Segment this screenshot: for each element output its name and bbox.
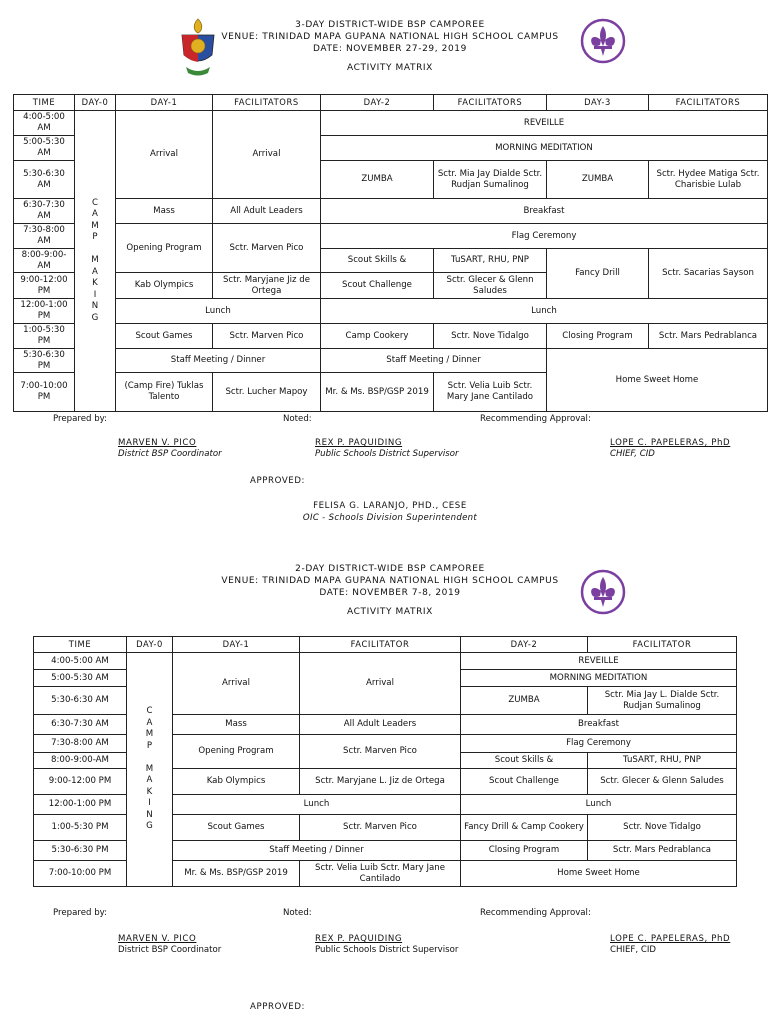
activity-cell: Staff Meeting / Dinner [173, 841, 461, 861]
activity-cell: Staff Meeting / Dinner [116, 349, 321, 373]
header-day1: DAY-1 [173, 637, 300, 653]
facilitator-cell: TuSART, RHU, PNP [434, 249, 547, 273]
facilitator-cell: Sctr. Nove Tidalgo [588, 815, 737, 841]
facilitator-cell: TuSART, RHU, PNP [588, 753, 737, 769]
activity-cell: Mr. & Ms. BSP/GSP 2019 [173, 861, 300, 887]
header-day0: DAY-0 [127, 637, 173, 653]
time-cell: 1:00-5:30 PM [34, 815, 127, 841]
facilitator-cell: All Adult Leaders [300, 715, 461, 735]
time-cell: 8:00-9:00- AM [14, 249, 75, 273]
activity-cell: Lunch [116, 299, 321, 324]
activity-cell: Kab Olympics [173, 769, 300, 795]
facilitator-cell: Sctr. Mia Jay L. Dialde Sctr. Rudjan Sumalinog [588, 687, 737, 715]
facilitator-cell: Sctr. Hydee Matiga Sctr. Charisbie Lulab [649, 161, 768, 199]
table-row [14, 324, 768, 349]
header-facilitators: FACILITATORS [434, 95, 547, 111]
facilitator-cell: Sctr. Mars Pedrablanca [588, 841, 737, 861]
header-facilitators: FACILITATORS [649, 95, 768, 111]
header-facilitator: FACILITATOR [300, 637, 461, 653]
time-cell: 5:30-6:30 PM [34, 841, 127, 861]
activity-cell: REVEILLE [461, 653, 737, 670]
time-cell: 5:00-5:30 AM [34, 670, 127, 687]
table-row [14, 299, 768, 324]
time-cell: 6:30-7:30 AM [34, 715, 127, 735]
doc1-header [150, 19, 630, 74]
header-facilitator: FACILITATOR [588, 637, 737, 653]
signatory-name: REX P. PAQUIDING [315, 438, 403, 448]
signatory-chief [610, 934, 730, 956]
facilitator-cell: Sctr. Sacarias Sayson [649, 249, 768, 299]
activity-cell: Fancy Drill & Camp Cookery [461, 815, 588, 841]
time-cell: 5:30-6:30 AM [34, 687, 127, 715]
activity-cell: MORNING MEDITATION [321, 136, 768, 161]
facilitator-cell: Sctr. Glecer & Glenn Saludes [434, 273, 547, 299]
doc2-venue: VENUE: TRINIDAD MAPA GUPANA NATIONAL HIGH SCHOOL CAMPUS [221, 576, 559, 586]
time-cell: 4:00-5:00 AM [14, 111, 75, 136]
header-time: TIME [14, 95, 75, 111]
signatory-position: Public Schools District Supervisor [315, 945, 459, 955]
activity-cell: Lunch [173, 795, 461, 815]
doc2-activity-table [33, 636, 737, 887]
doc2-title: 2-DAY DISTRICT-WIDE BSP CAMPOREE [295, 564, 485, 574]
facilitator-cell: Sctr. Velia Luib Sctr. Mary Jane Cantilado [434, 373, 547, 412]
header-day1: DAY-1 [116, 95, 213, 111]
time-cell: 7:30-8:00 AM [34, 735, 127, 753]
activity-cell: ZUMBA [461, 687, 588, 715]
doc2-matrix-title: ACTIVITY MATRIX [347, 607, 433, 617]
activity-cell: Scout Skills & [461, 753, 588, 769]
time-cell: 9:00-12:00 PM [14, 273, 75, 299]
facilitator-cell: Sctr. Marven Pico [300, 735, 461, 769]
activity-cell: Scout Challenge [461, 769, 588, 795]
recommending-label: Recommending Approval: [480, 414, 591, 424]
camp-making-cell: C A M P M A K I N G [127, 653, 173, 887]
activity-cell: Flag Ceremony [461, 735, 737, 753]
activity-cell: Mass [116, 199, 213, 224]
facilitator-cell: Sctr. Mia Jay Dialde Sctr. Rudjan Sumalinog [434, 161, 547, 199]
signatory-name: MARVEN V. PICO [118, 934, 197, 944]
time-cell: 9:00-12:00 PM [34, 769, 127, 795]
activity-cell: Staff Meeting / Dinner [321, 349, 547, 373]
facilitator-cell: Arrival [213, 111, 321, 199]
header-facilitators: FACILITATORS [213, 95, 321, 111]
facilitator-cell: Sctr. Marven Pico [213, 224, 321, 273]
table-row [14, 349, 768, 373]
time-cell: 5:00-5:30 AM [14, 136, 75, 161]
activity-cell: Breakfast [321, 199, 768, 224]
activity-cell: Lunch [321, 299, 768, 324]
facilitator-cell: Sctr. Marven Pico [300, 815, 461, 841]
activity-cell: Camp Cookery [321, 324, 434, 349]
recommending-label: Recommending Approval: [480, 908, 591, 918]
facilitator-cell: Sctr. Nove Tidalgo [434, 324, 547, 349]
doc1-title: 3-DAY DISTRICT-WIDE BSP CAMPOREE [295, 20, 485, 30]
activity-cell: Lunch [461, 795, 737, 815]
activity-cell: Mr. & Ms. BSP/GSP 2019 [321, 373, 434, 412]
table-row [14, 224, 768, 249]
activity-cell: Opening Program [173, 735, 300, 769]
facilitator-cell: Sctr. Maryjane Jiz de Ortega [213, 273, 321, 299]
activity-cell: Closing Program [461, 841, 588, 861]
signatory-position: District BSP Coordinator [118, 449, 222, 459]
table-row [34, 653, 737, 670]
doc1-date: DATE: NOVEMBER 27-29, 2019 [313, 44, 467, 54]
header-day3: DAY-3 [547, 95, 649, 111]
doc2-header [150, 563, 630, 618]
facilitator-cell: All Adult Leaders [213, 199, 321, 224]
signatory-coordinator [118, 934, 221, 956]
noted-label: Noted: [283, 908, 312, 918]
doc2-date: DATE: NOVEMBER 7-8, 2019 [319, 588, 461, 598]
time-cell: 12:00-1:00 PM [34, 795, 127, 815]
activity-cell: Closing Program [547, 324, 649, 349]
signatory-name: MARVEN V. PICO [118, 438, 197, 448]
signatory-coordinator [118, 438, 222, 460]
activity-cell: Arrival [173, 653, 300, 715]
time-cell: 7:30-8:00 AM [14, 224, 75, 249]
activity-cell: Scout Games [173, 815, 300, 841]
signatory-chief [610, 438, 730, 460]
approver-name: FELISA G. LARANJO, PHD., CESE [313, 501, 467, 511]
signatory-position: CHIEF, CID [610, 945, 656, 955]
signatory-position: CHIEF, CID [610, 449, 655, 459]
activity-cell: ZUMBA [547, 161, 649, 199]
signatory-name: LOPE C. PAPELERAS, PhD [610, 438, 731, 448]
facilitator-cell: Sctr. Maryjane L. Jiz de Ortega [300, 769, 461, 795]
time-cell: 12:00-1:00 PM [14, 299, 75, 324]
approver-position: OIC - Schools Division Superintendent [302, 513, 478, 523]
activity-cell: Mass [173, 715, 300, 735]
prepared-by-label: Prepared by: [53, 908, 108, 918]
activity-cell: Opening Program [116, 224, 213, 273]
table-header-row [14, 95, 768, 111]
header-day2: DAY-2 [321, 95, 434, 111]
facilitator-cell: Sctr. Velia Luib Sctr. Mary Jane Cantilado [300, 861, 461, 887]
camp-making-cell: C A M P M A K I N G [75, 111, 116, 412]
activity-cell: Scout Skills & [321, 249, 434, 273]
time-cell: 6:30-7:30 AM [14, 199, 75, 224]
time-cell: 8:00-9:00-AM [34, 753, 127, 769]
doc1-matrix-title: ACTIVITY MATRIX [347, 63, 433, 73]
signatory-position: District BSP Coordinator [118, 945, 222, 955]
activity-cell: ZUMBA [321, 161, 434, 199]
signatory-position: Public Schools District Supervisor [315, 449, 459, 459]
table-row [14, 111, 768, 136]
activity-cell: Flag Ceremony [321, 224, 768, 249]
doc1-venue: VENUE: TRINIDAD MAPA GUPANA NATIONAL HIGH SCHOOL CAMPUS [221, 32, 559, 42]
signatory-name: REX P. PAQUIDING [315, 934, 403, 944]
header-day0: DAY-0 [75, 95, 116, 111]
time-cell: 5:30-6:30 AM [14, 161, 75, 199]
facilitator-cell: Arrival [300, 653, 461, 715]
doc1-activity-table [13, 94, 768, 412]
time-cell: 4:00-5:00 AM [34, 653, 127, 670]
header-day2: DAY-2 [461, 637, 588, 653]
activity-cell: Scout Challenge [321, 273, 434, 299]
signatory-supervisor [315, 438, 459, 460]
activity-cell: Kab Olympics [116, 273, 213, 299]
table-row [14, 199, 768, 224]
signatory-name: LOPE C. PAPELERAS, PhD [610, 934, 731, 944]
time-cell: 7:00-10:00 PM [34, 861, 127, 887]
table-header-row [34, 637, 737, 653]
approved-label: APPROVED: [250, 1002, 306, 1012]
time-cell: 5:30-6:30 PM [14, 349, 75, 373]
activity-cell: REVEILLE [321, 111, 768, 136]
approved-label: APPROVED: [250, 476, 306, 486]
noted-label: Noted: [283, 414, 312, 424]
facilitator-cell: Sctr. Glecer & Glenn Saludes [588, 769, 737, 795]
time-cell: 7:00-10:00 PM [14, 373, 75, 412]
facilitator-cell: Sctr. Marven Pico [213, 324, 321, 349]
activity-cell: Fancy Drill [547, 249, 649, 299]
facilitator-cell: Sctr. Lucher Mapoy [213, 373, 321, 412]
activity-cell: (Camp Fire) Tuklas Talento [116, 373, 213, 412]
activity-cell: Scout Games [116, 324, 213, 349]
activity-cell: Breakfast [461, 715, 737, 735]
signatory-supervisor [315, 934, 458, 956]
activity-cell: Home Sweet Home [547, 349, 768, 412]
activity-cell: Arrival [116, 111, 213, 199]
activity-cell: MORNING MEDITATION [461, 670, 737, 687]
header-time: TIME [34, 637, 127, 653]
prepared-by-label: Prepared by: [53, 414, 108, 424]
activity-cell: Home Sweet Home [461, 861, 737, 887]
facilitator-cell: Sctr. Mars Pedrablanca [649, 324, 768, 349]
time-cell: 1:00-5:30 PM [14, 324, 75, 349]
